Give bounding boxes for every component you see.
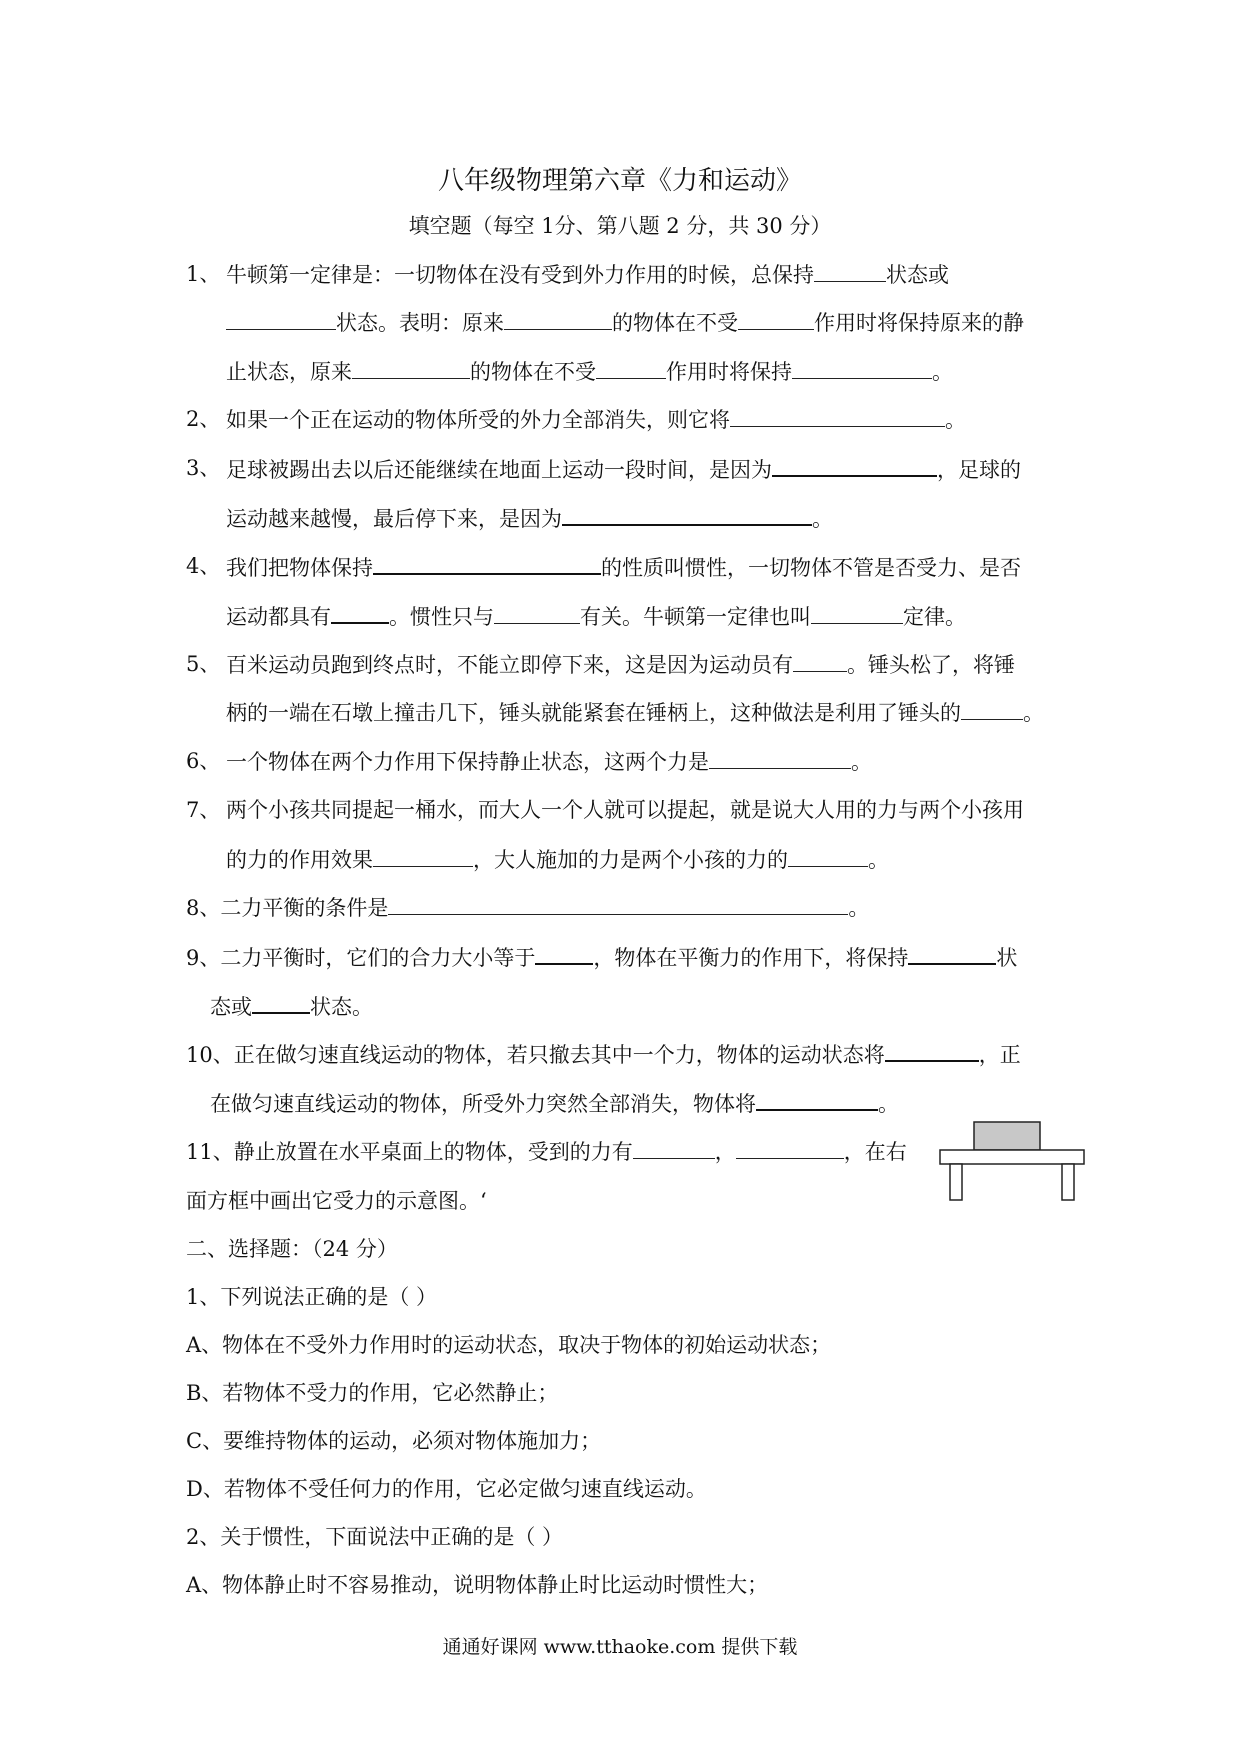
choice-question-2-option-a: A、物体静止时不容易推动，说明物体静止时比运动时惯性大； (186, 1573, 769, 1597)
answer-blank[interactable] (709, 746, 851, 769)
answer-blank[interactable] (738, 307, 814, 330)
choice-question-1-option-b: B、若物体不受力的作用，它必然静止； (186, 1381, 559, 1405)
answer-blank[interactable] (352, 356, 470, 379)
table-with-block-diagram (938, 1120, 1088, 1202)
question-8-text: 8、二力平衡的条件是 (186, 896, 389, 920)
table-top (940, 1150, 1084, 1164)
question-7-line-2 (226, 844, 889, 875)
choice-question-1-option-a: A、物体在不受外力作用时的运动状态，取决于物体的初始运动状态； (186, 1333, 832, 1357)
question-2-number: 2、 (186, 407, 221, 431)
answer-blank[interactable] (504, 307, 612, 330)
question-3-number: 3、 (186, 456, 221, 480)
answer-blank[interactable] (756, 1087, 878, 1111)
question-9-text: 状 (996, 946, 1018, 970)
question-10-text: 10、正在做匀速直线运动的物体，若只撤去其中一个力，物体的运动状态将 (186, 1043, 885, 1067)
question-1-text: 的物体在不受 (470, 360, 596, 384)
answer-blank[interactable] (562, 502, 812, 526)
question-9-text: 9、二力平衡时，它们的合力大小等于 (186, 946, 536, 970)
question-4-text: 。惯性只与 (389, 605, 494, 629)
choice-question-1-option-d: D、若物体不受任何力的作用，它必定做匀速直线运动。 (186, 1477, 707, 1501)
question-2-text: 如果一个正在运动的物体所受的外力全部消失，则它将 (226, 408, 730, 432)
choice-question-1-option-c: C、要维持物体的运动，必须对物体施加力； (186, 1429, 602, 1453)
question-8-text: 。 (848, 896, 870, 920)
question-6-text: 一个物体在两个力作用下保持静止状态，这两个力是 (226, 750, 709, 774)
question-6-text: 。 (851, 750, 872, 774)
question-4-line-2 (226, 600, 966, 632)
answer-blank[interactable] (373, 551, 601, 575)
question-1-text: 状态。表明：原来 (336, 311, 504, 335)
question-3-text: 足球被踢出去以后还能继续在地面上运动一段时间，是因为 (226, 458, 772, 482)
answer-blank[interactable] (908, 941, 996, 965)
question-2-text: 。 (945, 408, 966, 432)
question-3-text: 。 (812, 507, 833, 531)
question-11-line-1 (186, 1136, 907, 1167)
section-fill-heading: 填空题（每空 1分、第八题 2 分，共 30 分） (408, 214, 832, 238)
question-11-line-2: 面方框中画出它受力的示意图。‘ (186, 1189, 487, 1213)
answer-blank[interactable] (792, 356, 932, 379)
table-leg-right (1062, 1164, 1074, 1200)
question-7-number: 7、 (186, 798, 221, 822)
answer-blank[interactable] (373, 844, 473, 867)
page-footer: 通通好课网 www.tthaoke.com 提供下载 (442, 1636, 798, 1658)
question-7-line-1: 两个小孩共同提起一桶水，而大人一个人就可以提起，就是说大人用的力与两个小孩用 (226, 798, 1024, 822)
answer-blank[interactable] (730, 404, 945, 427)
answer-blank[interactable] (252, 990, 310, 1014)
answer-blank[interactable] (633, 1136, 715, 1159)
question-3-text: 运动越来越慢，最后停下来，是因为 (226, 507, 562, 531)
question-3-line-2 (226, 502, 833, 534)
section-choice-heading: 二、选择题：（24 分） (186, 1237, 398, 1261)
question-9-text: 状态。 (310, 995, 373, 1019)
question-10-line-2 (210, 1087, 899, 1119)
answer-blank[interactable] (772, 453, 937, 477)
question-4-text: 定律。 (903, 605, 966, 629)
answer-blank[interactable] (226, 307, 336, 330)
answer-blank[interactable] (388, 892, 848, 915)
answer-blank[interactable] (814, 259, 886, 282)
answer-blank[interactable] (331, 600, 389, 624)
question-5-number: 5、 (186, 652, 221, 676)
question-11-text: ，在右 (843, 1140, 907, 1164)
question-9-line-1 (186, 941, 1017, 973)
question-1-line-2 (226, 307, 1024, 338)
question-6-line (226, 746, 872, 777)
question-10-text: ，正 (978, 1043, 1021, 1067)
answer-blank[interactable] (736, 1136, 844, 1159)
answer-blank[interactable] (885, 1038, 979, 1062)
question-10-text: 在做匀速直线运动的物体，所受外力突然全部消失，物体将 (210, 1092, 756, 1116)
question-9-text: 态或 (210, 995, 252, 1019)
answer-blank[interactable] (596, 356, 666, 379)
question-6-number: 6、 (186, 749, 221, 773)
answer-blank[interactable] (535, 941, 593, 965)
question-4-number: 4、 (186, 554, 221, 578)
table-leg-left (950, 1164, 962, 1200)
question-1-text: 状态或 (886, 263, 949, 287)
question-1-number: 1、 (186, 262, 221, 286)
question-10-line-1 (186, 1038, 1021, 1070)
question-5-text: 。 (1023, 701, 1044, 725)
question-5-text: 百米运动员跑到终点时，不能立即停下来，这是因为运动员有 (226, 653, 793, 677)
question-4-text: 运动都具有 (226, 605, 331, 629)
block-object (974, 1122, 1040, 1150)
question-1-text: 。 (932, 360, 953, 384)
question-2-line (226, 404, 966, 435)
answer-blank[interactable] (961, 697, 1023, 720)
page-title: 八年级物理第六章《力和运动》 (437, 166, 802, 196)
question-5-text: 。锤头松了，将锤 (847, 653, 1015, 677)
question-4-text: 的性质叫惯性，一切物体不管是否受力、是否 (601, 556, 1021, 580)
question-7-text: ，大人施加的力是两个小孩的力的 (473, 848, 788, 872)
question-1-line-3 (226, 356, 953, 387)
question-5-line-2 (226, 697, 1044, 728)
question-3-text: ，足球的 (937, 458, 1021, 482)
question-11-text: 11、静止放置在水平桌面上的物体，受到的力有 (186, 1140, 633, 1164)
question-3-line-1 (226, 453, 1021, 485)
question-4-text: 有关。牛顿第一定律也叫 (580, 605, 811, 629)
answer-blank[interactable] (788, 844, 868, 867)
question-1-text: 牛顿第一定律是：一切物体在没有受到外力作用的时候，总保持 (226, 263, 814, 287)
question-8-line (186, 892, 869, 923)
question-5-text: 柄的一端在石墩上撞击几下，锤头就能紧套在锤柄上，这种做法是利用了锤头的 (226, 701, 961, 725)
question-4-line-1 (226, 551, 1021, 583)
question-1-text: 的物体在不受 (612, 311, 738, 335)
question-11-text: ， (714, 1140, 736, 1164)
question-1-text: 作用时将保持 (666, 360, 792, 384)
question-1-text: 止状态，原来 (226, 360, 352, 384)
question-10-text: 。 (878, 1092, 899, 1116)
question-5-line-1 (226, 649, 1015, 680)
question-9-line-2 (210, 990, 373, 1022)
question-1-text: 作用时将保持原来的静 (814, 311, 1024, 335)
question-7-text: 。 (868, 848, 889, 872)
question-1-line-1 (226, 259, 949, 290)
answer-blank[interactable] (494, 601, 580, 624)
choice-question-1-stem: 1、下列说法正确的是（ ） (186, 1285, 438, 1309)
answer-blank[interactable] (793, 649, 847, 672)
question-4-text: 我们把物体保持 (226, 556, 373, 580)
answer-blank[interactable] (811, 601, 903, 624)
question-7-text: 的力的作用效果 (226, 848, 373, 872)
question-9-text: ，物体在平衡力的作用下，将保持 (593, 946, 909, 970)
choice-question-2-stem: 2、关于惯性，下面说法中正确的是（ ） (186, 1525, 564, 1549)
